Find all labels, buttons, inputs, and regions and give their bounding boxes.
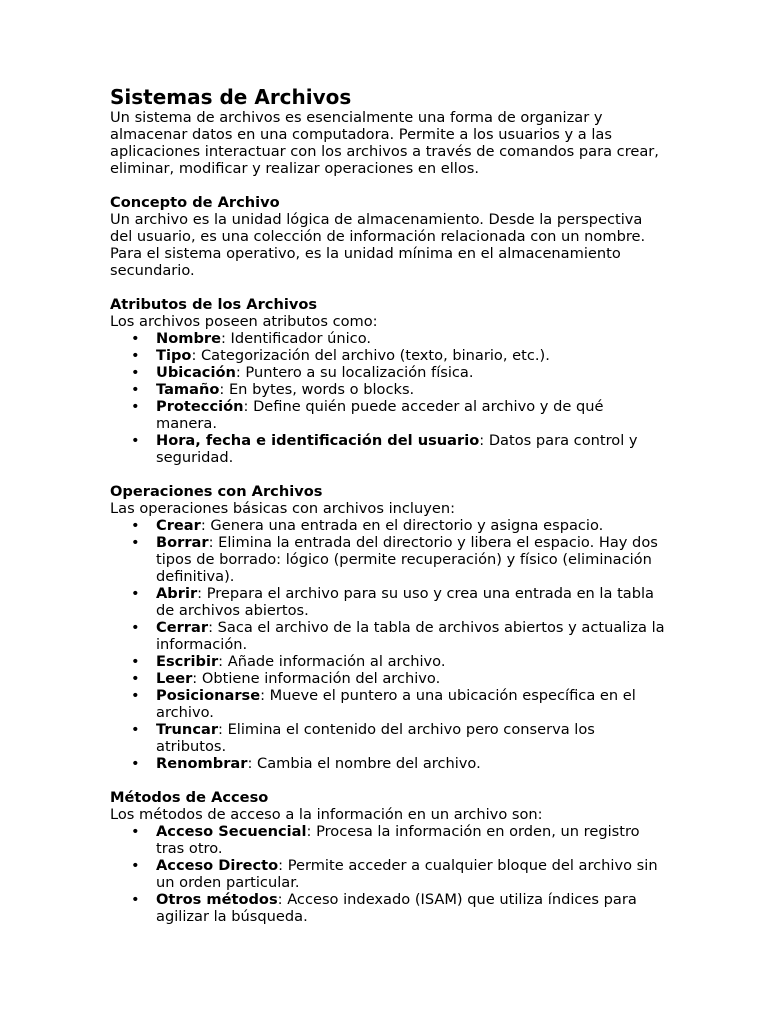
list-item — [110, 398, 668, 432]
item-term: Tamaño — [156, 381, 220, 398]
item-term: Escribir — [156, 653, 219, 670]
item-description: : Saca el archivo de la tabla de archivos abiertos y actualiza la información. — [156, 619, 665, 653]
section-heading: Atributos de los Archivos — [110, 296, 318, 313]
list-item — [110, 755, 668, 772]
item-description: : Identificador único. — [221, 330, 372, 347]
list-item — [110, 330, 668, 347]
item-term: Protección — [156, 398, 244, 415]
list-item — [110, 721, 668, 755]
list-item — [110, 517, 668, 534]
list-item — [110, 653, 668, 670]
list-item — [110, 670, 668, 687]
item-term: Nombre — [156, 330, 221, 347]
document-title: Sistemas de Archivos — [110, 85, 352, 109]
section-paragraph: Los archivos poseen atributos como: — [110, 313, 378, 330]
item-description: : Acceso indexado (ISAM) que utiliza índices para agilizar la búsqueda. — [156, 891, 637, 925]
item-term: Acceso Secuencial — [156, 823, 307, 840]
item-term: Truncar — [156, 721, 219, 738]
item-description: : Mueve el puntero a una ubicación específica en el archivo. — [156, 687, 636, 721]
item-term: Hora, fecha e identificación del usuario — [156, 432, 480, 449]
item-description: : Obtiene información del archivo. — [192, 670, 441, 687]
item-description: : Puntero a su localización física. — [235, 364, 474, 381]
list-item — [110, 585, 668, 619]
list-item — [110, 619, 668, 653]
list-item — [110, 857, 668, 891]
item-term: Posicionarse — [156, 687, 261, 704]
list-item — [110, 891, 668, 925]
list-item — [110, 432, 668, 466]
operations-list — [110, 517, 668, 772]
item-term: Borrar — [156, 534, 209, 551]
item-description: : En bytes, words o blocks. — [219, 381, 415, 398]
item-term: Tipo — [156, 347, 192, 364]
section-paragraph: Los métodos de acceso a la información en un archivo son: — [110, 806, 543, 823]
list-item — [110, 381, 668, 398]
list-item — [110, 687, 668, 721]
item-term: Acceso Directo — [156, 857, 279, 874]
list-item — [110, 534, 668, 585]
item-description: : Elimina la entrada del directorio y libera el espacio. Hay dos tipos de borrado: lógico (permite recuperación) y físico (eliminación definitiva). — [156, 534, 658, 585]
list-item — [110, 347, 668, 364]
item-description: : Permite acceder a cualquier bloque del archivo sin un orden particular. — [156, 857, 658, 891]
item-description: : Cambia el nombre del archivo. — [247, 755, 481, 772]
item-term: Ubicación — [156, 364, 236, 381]
section-paragraph: Un archivo es la unidad lógica de almacenamiento. Desde la perspectiva del usuario, es una colección de información relacionada con un nombre. Para el sistema operativo, es la unidad mínima en el almacenamiento secundario. — [110, 211, 646, 279]
section-paragraph: Las operaciones básicas con archivos incluyen: — [110, 500, 455, 517]
item-term: Cerrar — [156, 619, 209, 636]
item-description: : Elimina el contenido del archivo pero conserva los atributos. — [156, 721, 595, 755]
section-heading: Concepto de Archivo — [110, 194, 280, 211]
item-description: : Añade información al archivo. — [218, 653, 446, 670]
item-description: : Define quién puede acceder al archivo y de qué manera. — [156, 398, 604, 432]
item-term: Otros métodos — [156, 891, 278, 908]
item-term: Renombrar — [156, 755, 248, 772]
section-concepto-de-archivo — [110, 194, 668, 279]
item-term: Leer — [156, 670, 193, 687]
section-atributos-de-los-archivos — [110, 296, 668, 466]
intro-paragraph: Un sistema de archivos es esencialmente una forma de organizar y almacenar datos en una computadora. Permite a los usuarios y a las aplicaciones interactuar con los archivos a través de comandos para crear, eliminar, modificar y realizar operaciones en ellos. — [110, 109, 659, 177]
item-description: : Prepara el archivo para su uso y crea una entrada en la tabla de archivos abiertos. — [156, 585, 654, 619]
item-term: Abrir — [156, 585, 198, 602]
list-item — [110, 364, 668, 381]
item-description: : Genera una entrada en el directorio y asigna espacio. — [200, 517, 604, 534]
item-term: Crear — [156, 517, 201, 534]
item-description: : Procesa la información en orden, un registro tras otro. — [156, 823, 640, 857]
section-heading: Operaciones con Archivos — [110, 483, 323, 500]
item-description: : Categorización del archivo (texto, binario, etc.). — [191, 347, 550, 364]
attributes-list — [110, 330, 668, 466]
access-methods-list — [110, 823, 668, 925]
section-metodos-de-acceso — [110, 789, 668, 925]
item-description: : Datos para control y seguridad. — [156, 432, 638, 466]
section-heading: Métodos de Acceso — [110, 789, 269, 806]
section-operaciones-con-archivos — [110, 483, 668, 772]
list-item — [110, 823, 668, 857]
